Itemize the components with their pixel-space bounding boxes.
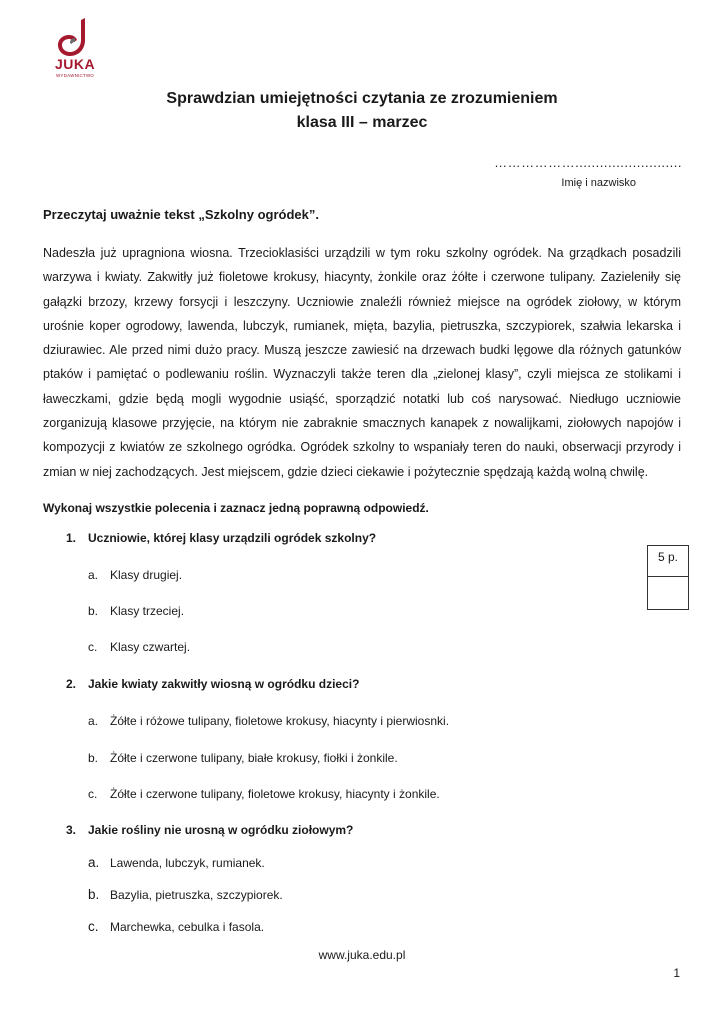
question-number: 3. [66,823,77,837]
question-1-option-c[interactable] [88,640,190,654]
option-text: Żółte i różowe tulipany, fioletowe krokusy, hiacynty i pierwiosnki. [110,714,450,728]
option-letter: b. [88,604,99,618]
reading-passage: Nadeszła już upragniona wiosna. Trzecioklasiści urządzili w tym roku szkolny ogródek. Na grządkach posadzili warzywa i kwiaty. Zakwitły już fioletowe krokusy, hiacynty, żonkile oraz żółte i czerwone tulipany. Zazieleniły się gałązki brzozy, krzewy forsycji i leszczyny. Uczniowie znaleźli również miejsce na ogródek ziołowy, w którym urośnie koper ogrodowy, lawenda, lubczyk, rumianek, mięta, bazylia, pietruszka, szczypiorek, szałwia lekarska i dziurawiec. Ale przed nimi dużo pracy. Muszą jeszcze zawiesić na drzewach budki lęgowe dla różnych gatunków ptaków i pamiętać o podlewaniu roślin. Wyznaczyli także teren dla „zielonej klasy”, czyli miejsca ze stolikami i ławeczkami, gdzie będą mogli wygodnie usiąść, sporządzić notatki lub coś narysować. Niedługo uczniowie zorganizują klasowe przyjęcie, na którym nie zabraknie smacznych kanapek z nowalijkami, ziołowych napojów i kompozycji z kwiatów ze szkolnego ogródka. Ogródek szkolny to wspaniały teren do nauki, obserwacji przyrody i zmian w niej zachodzących. Jest miejscem, gdzie dzieci ciekawie i pożytecznie spędzają każdą wolną chwilę. [43,246,681,479]
score-box [647,545,689,610]
score-blank-cell [648,577,688,609]
option-text: Bazylia, pietruszka, szczypiorek. [110,888,283,902]
option-letter: a. [88,714,99,728]
question-3-option-a[interactable] [88,855,265,870]
question-number: 2. [66,677,77,691]
option-letter: c. [88,640,98,654]
option-letter: a. [88,855,100,870]
option-text: Klasy trzeciej. [110,604,185,618]
page-title: Sprawdzian umiejętności czytania ze zrozumieniem [166,90,558,107]
question-1 [66,531,376,545]
question-1-option-b[interactable] [88,604,184,618]
question-3 [66,823,353,837]
answer-instruction: Wykonaj wszystkie polecenia i zaznacz jedną poprawną odpowiedź. [43,501,429,515]
option-letter: a. [88,568,99,582]
juka-logo-mark [48,16,102,60]
question-1-option-a[interactable] [88,568,182,582]
question-number: 1. [66,531,77,545]
name-field-dots: ……………….......................... [494,155,682,170]
question-2-option-b[interactable] [88,751,398,765]
logo-subtitle: WYDAWNICTWO [55,73,95,78]
question-text: Uczniowie, której klasy urządzili ogródek szkolny? [88,531,377,545]
option-letter: c. [88,919,99,934]
question-2-option-a[interactable] [88,714,449,728]
option-text: Klasy czwartej. [110,640,191,654]
question-text: Jakie kwiaty zakwitły wiosną w ogródku dzieci? [88,677,360,691]
juka-logo [48,16,102,84]
page-number: 1 [673,966,680,980]
option-text: Lawenda, lubczyk, rumianek. [110,856,265,870]
page-subtitle: klasa III – marzec [296,114,428,131]
name-field-label: Imię i nazwisko [561,177,636,189]
reading-instruction: Przeczytaj uważnie tekst „Szkolny ogródek”. [43,207,319,222]
logo-brand: JUKA [54,56,96,72]
question-2 [66,677,359,691]
option-text: Klasy drugiej. [110,568,183,582]
option-text: Marchewka, cebulka i fasola. [110,920,265,934]
question-text: Jakie rośliny nie urosną w ogródku ziołowym? [88,823,354,837]
option-letter: c. [88,787,98,801]
option-text: Żółte i czerwone tulipany, fioletowe krokusy, hiacynty i żonkile. [110,787,440,801]
option-letter: b. [88,887,100,902]
footer-url[interactable]: www.juka.edu.pl [318,948,406,962]
score-label: 5 p. [648,546,688,577]
question-2-option-c[interactable] [88,787,440,801]
question-3-option-b[interactable] [88,887,283,902]
option-letter: b. [88,751,99,765]
question-3-option-c[interactable] [88,919,264,934]
option-text: Żółte i czerwone tulipany, białe krokusy, fiołki i żonkile. [110,751,398,765]
